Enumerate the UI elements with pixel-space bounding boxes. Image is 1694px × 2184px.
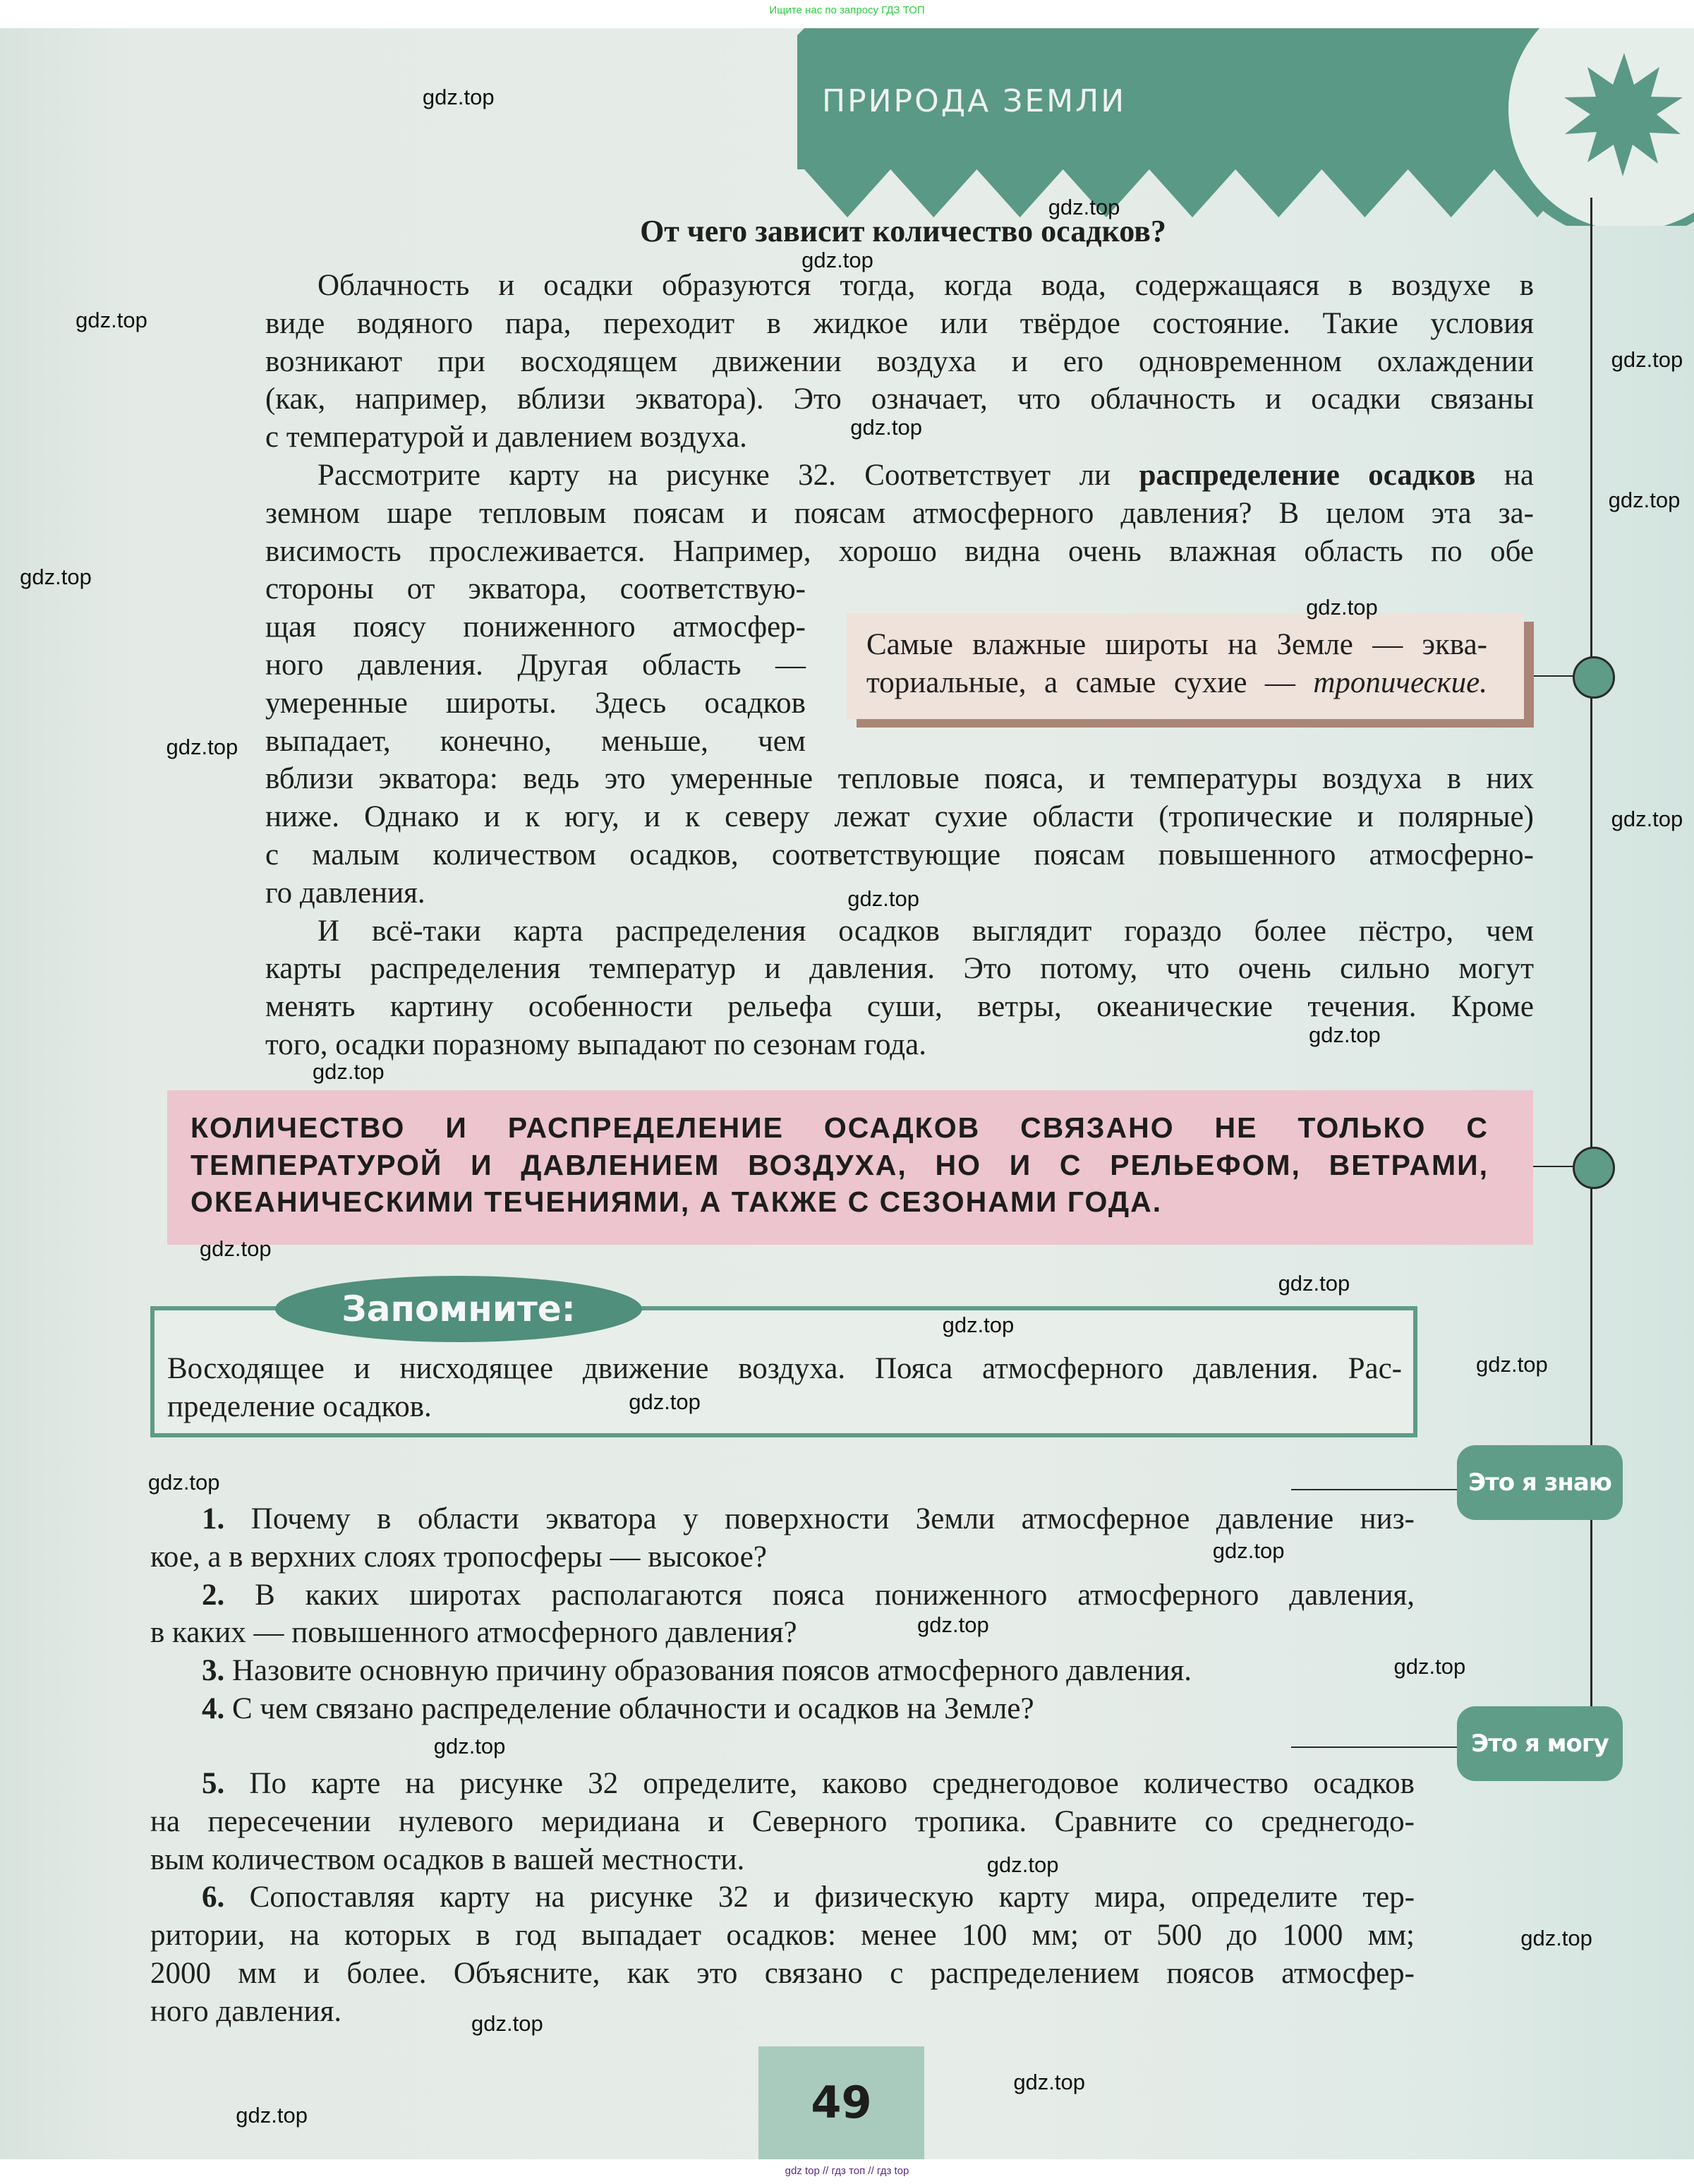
question-number: 1. xyxy=(202,1502,251,1536)
watermark: gdz.top xyxy=(1611,807,1683,832)
watermark: gdz.top xyxy=(75,308,147,333)
watermark: gdz.top xyxy=(1608,488,1681,513)
question-text: Почему в области экватора у поверхности Земли атмосферное давление низ- xyxy=(250,1502,1415,1536)
callout-text: ториальные, а самые сухие — xyxy=(866,666,1314,699)
callout-connector xyxy=(1534,675,1573,677)
key-statement-line: ОКЕАНИЧЕСКИМИ ТЕЧЕНИЯМИ, А ТАКЖЕ С СЕЗОНАМИ ГОДА. xyxy=(190,1185,1163,1218)
text-run: карты распределения температур и давления. Это потому, что очень сильно могут xyxy=(265,952,1534,986)
callout-line: Самые влажные широты на Земле — эква- xyxy=(866,628,1487,661)
connector-dot-icon xyxy=(1573,1147,1615,1189)
text-run: стороны от экватора, соответствую- xyxy=(265,572,806,606)
key-term: распределение осадков xyxy=(1139,459,1476,492)
header-band-icon xyxy=(797,28,1694,226)
body-line xyxy=(265,646,806,684)
watermark: gdz.top xyxy=(236,2103,308,2128)
top-banner: Ищите нас по запросу ГДЗ ТОП xyxy=(769,4,925,16)
callout-italic-term: тропические. xyxy=(1313,666,1487,699)
watermark: gdz.top xyxy=(1306,595,1378,620)
question-text: 2000 мм и более. Объясните, как это связано с распределением поясов атмосфер- xyxy=(150,1957,1415,1990)
watermark: gdz.top xyxy=(422,85,495,110)
text-run: щая поясу пониженного атмосфер- xyxy=(265,610,806,644)
question-line xyxy=(150,1955,1415,1993)
watermark: gdz.top xyxy=(1393,1654,1466,1679)
remember-line: Восходящее и нисходящее движение воздуха. Пояса атмосферного давления. Рас- xyxy=(167,1352,1402,1385)
body-line xyxy=(265,836,1534,874)
question-line xyxy=(202,1652,1415,1690)
watermark: gdz.top xyxy=(433,1733,506,1758)
text-run: (как, например, вблизи экватора). Это означает, что облачность и осадки связаны xyxy=(265,382,1534,416)
body-line xyxy=(265,305,1534,343)
connector-dot-icon xyxy=(1573,656,1615,699)
question-line xyxy=(150,1803,1415,1841)
watermark: gdz.top xyxy=(312,1058,385,1084)
key-statement-line: КОЛИЧЕСТВО И РАСПРЕДЕЛЕНИЕ ОСАДКОВ СВЯЗАНО НЕ ТОЛЬКО С xyxy=(190,1111,1489,1144)
watermark: gdz.top xyxy=(1212,1538,1285,1564)
text-run: го давления. xyxy=(265,876,425,910)
watermark: gdz.top xyxy=(847,886,919,911)
watermark: gdz.top xyxy=(1013,2069,1086,2094)
section-title: ПРИРОДА ЗЕМЛИ xyxy=(822,83,1127,119)
question-text: Назовите основную причину образования поясов атмосферного давления. xyxy=(232,1654,1192,1688)
question-text: По карте на рисунке 32 определите, каково среднегодовое количество осадков xyxy=(249,1767,1415,1800)
text-run: умеренные широты. Здесь осадков xyxy=(265,686,806,720)
watermark: gdz.top xyxy=(1048,195,1120,220)
text-run: висимость прослеживается. Например, хорошо видна очень влажная область по обе xyxy=(265,534,1534,568)
question-number: 2. xyxy=(202,1578,255,1612)
body-line xyxy=(265,950,1534,988)
question-line xyxy=(202,1765,1415,1803)
text-run: Облачность и осадки образуются тогда, когда вода, содержащаяся в воздухе в xyxy=(317,269,1534,302)
body-line xyxy=(265,798,1534,836)
text-run: на xyxy=(1475,459,1534,492)
text-run: того, осадки поразному выпадают по сезонам года. xyxy=(265,1028,926,1061)
watermark: gdz.top xyxy=(917,1612,989,1637)
question-text: кое, а в верхних слоях тропосферы — высокое? xyxy=(150,1540,767,1574)
watermark: gdz.top xyxy=(147,1470,220,1495)
question-line xyxy=(150,1614,1415,1652)
remember-label: Запомните: xyxy=(275,1276,642,1342)
watermark: gdz.top xyxy=(1611,346,1683,372)
question-text: ритории, на которых в год выпадает осадков: менее 100 мм; от 500 до 1000 мм; xyxy=(150,1919,1415,1953)
key-statement-box xyxy=(167,1090,1533,1245)
callout-box xyxy=(847,613,1524,719)
question-line xyxy=(202,1690,1415,1728)
bottom-banner: gdz top // гдз топ // гдз top xyxy=(785,2165,909,2177)
question-text: Сопоставляя карту на рисунке 32 и физическую карту мира, определите тер- xyxy=(249,1881,1415,1914)
question-number: 3. xyxy=(202,1654,232,1688)
question-number: 4. xyxy=(202,1692,232,1725)
body-line xyxy=(265,608,806,646)
body-line xyxy=(265,760,1534,798)
body-line xyxy=(265,723,806,761)
key-statement-line: ТЕМПЕРАТУРОЙ И ДАВЛЕНИЕМ ВОЗДУХА, НО И С РЕЛЬЕФОМ, ВЕТРАМИ, xyxy=(190,1149,1489,1181)
question-line xyxy=(202,1576,1415,1615)
body-line xyxy=(317,457,1534,495)
watermark: gdz.top xyxy=(166,734,238,759)
text-run: ниже. Однако и к югу, и к северу лежат сухие области (тропические и полярные) xyxy=(265,800,1534,834)
watermark: gdz.top xyxy=(1278,1270,1350,1296)
question-number: 6. xyxy=(202,1881,250,1914)
question-line xyxy=(150,1993,1415,2031)
tab-this-i-know[interactable]: Это я знаю xyxy=(1457,1445,1623,1520)
text-run: земном шаре тепловым поясам и поясам атмосферного давления? В целом эта за- xyxy=(265,496,1534,530)
key-statement-connector xyxy=(1533,1166,1573,1167)
question-line xyxy=(202,1878,1415,1917)
watermark: gdz.top xyxy=(850,415,922,440)
text-run: менять картину особенности рельефа суши, ветры, океанические течения. Кроме xyxy=(265,990,1534,1024)
text-run: с температурой и давлением воздуха. xyxy=(265,421,747,454)
watermark: gdz.top xyxy=(801,248,873,273)
question-text: вым количеством осадков в вашей местности. xyxy=(150,1842,745,1876)
text-run: ного давления. Другая область — xyxy=(265,648,806,682)
watermark: gdz.top xyxy=(1520,1926,1592,1951)
text-run: виде водяного пара, переходит в жидкое или твёрдое состояние. Такие условия xyxy=(265,306,1534,340)
body-line xyxy=(317,912,1534,951)
body-line xyxy=(265,495,1534,533)
question-line xyxy=(202,1500,1415,1538)
text-run: Рассмотрите карту на рисунке 32. Соответствует ли xyxy=(317,459,1139,492)
body-line xyxy=(265,343,1534,381)
remember-line: пределение осадков. xyxy=(167,1390,432,1423)
watermark: gdz.top xyxy=(986,1852,1059,1877)
tab-connector xyxy=(1291,1489,1457,1490)
body-line xyxy=(265,380,1534,418)
body-line xyxy=(265,988,1534,1026)
text-run: вблизи экватора: ведь это умеренные тепловые пояса, и температуры воздуха в них xyxy=(265,762,1534,796)
watermark: gdz.top xyxy=(20,564,92,589)
text-run: возникают при восходящем движении воздуха и его одновременном охлаждении xyxy=(265,344,1534,378)
question-number: 5. xyxy=(202,1767,250,1800)
watermark: gdz.top xyxy=(629,1389,701,1414)
text-run: с малым количеством осадков, соответствующие поясам повышенного атмосферно- xyxy=(265,838,1534,871)
body-line xyxy=(265,533,1534,571)
question-text: в каких — повышенного атмосферного давления? xyxy=(150,1616,797,1650)
page-number: 49 xyxy=(758,2046,924,2159)
watermark: gdz.top xyxy=(1309,1022,1381,1048)
question-line xyxy=(150,1917,1415,1955)
watermark: gdz.top xyxy=(199,1236,272,1261)
tab-connector xyxy=(1291,1746,1457,1748)
question-text: С чем связано распределение облачности и осадков на Земле? xyxy=(232,1692,1034,1725)
question-text: В каких широтах располагаются пояса пониженного атмосферного давления, xyxy=(255,1578,1415,1612)
page-title: От чего зависит количество осадков? xyxy=(640,214,1166,248)
callout-line xyxy=(866,664,1487,702)
tab-this-i-can[interactable]: Это я могу xyxy=(1457,1706,1623,1781)
question-text: на пересечении нулевого меридиана и Северного тропика. Сравните со среднегодо- xyxy=(150,1804,1415,1838)
question-line xyxy=(150,1841,1415,1879)
question-text: ного давления. xyxy=(150,1994,342,2028)
watermark: gdz.top xyxy=(471,2010,543,2036)
body-line xyxy=(317,267,1534,305)
body-line xyxy=(265,684,806,723)
watermark: gdz.top xyxy=(1476,1351,1548,1377)
body-line xyxy=(265,570,806,608)
text-run: И всё-таки карта распределения осадков выглядит гораздо более пёстро, чем xyxy=(317,914,1534,948)
watermark: gdz.top xyxy=(942,1313,1015,1338)
text-run: выпадает, конечно, меньше, чем xyxy=(265,724,806,758)
